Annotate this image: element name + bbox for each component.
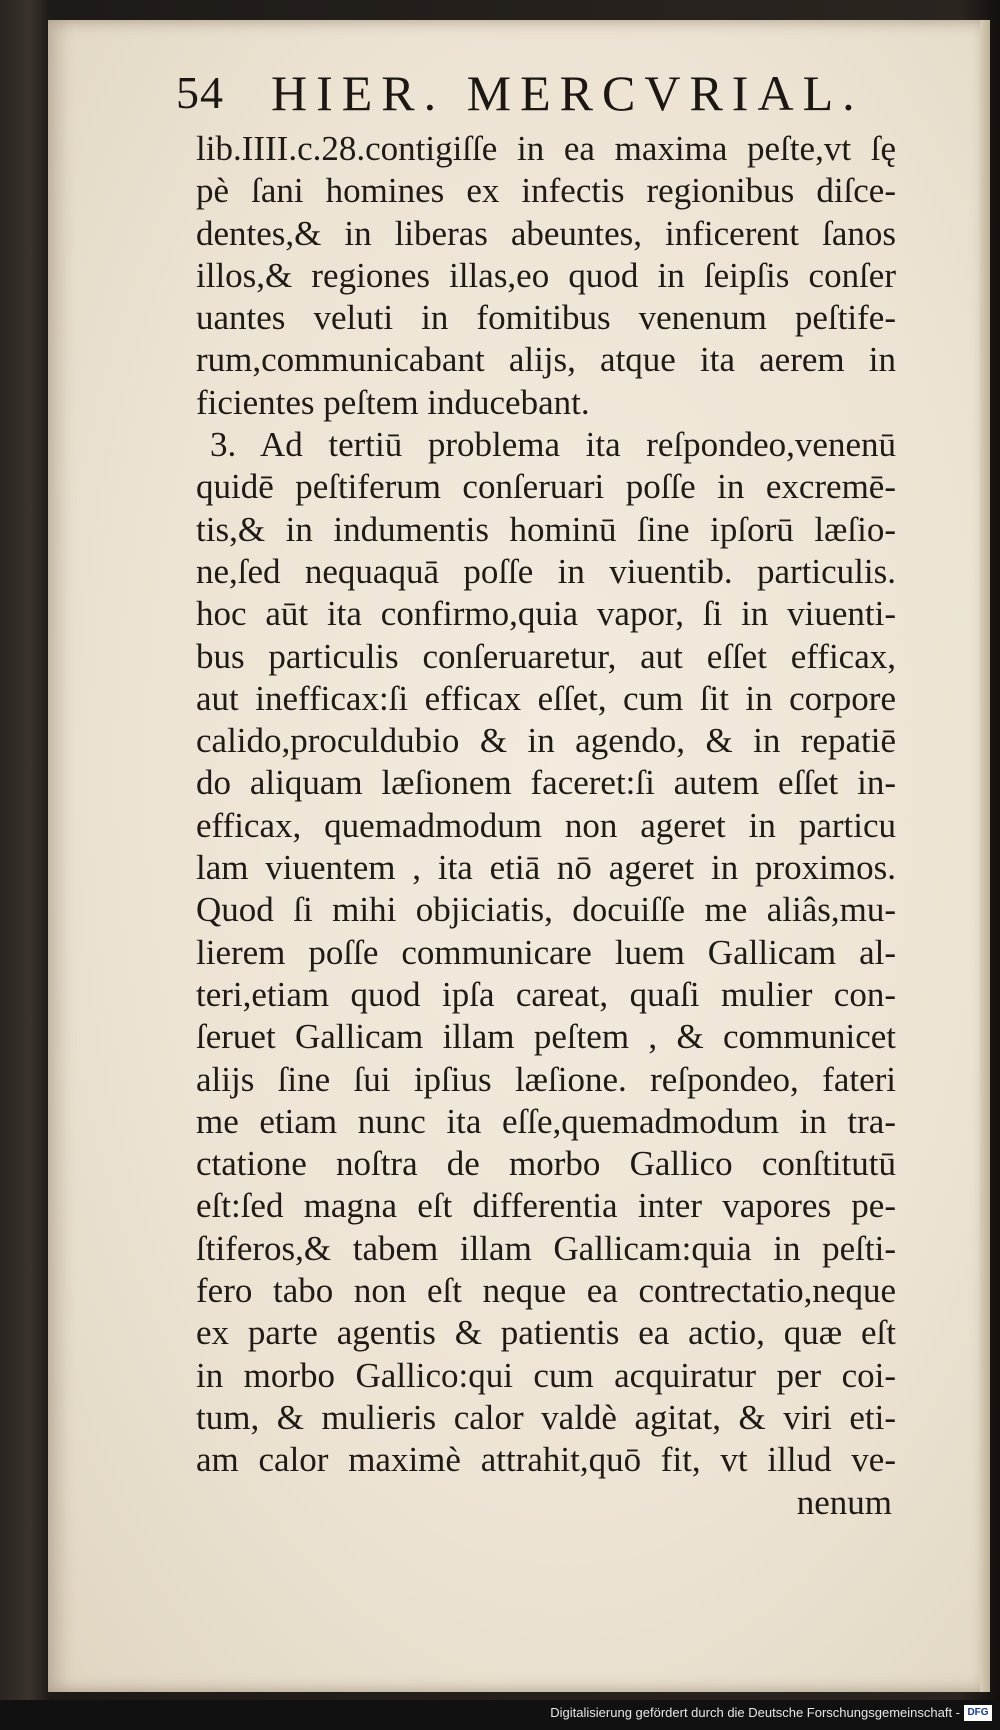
text-line: am calor maximè attrahit,quō fit, vt illud ve-	[196, 1440, 896, 1480]
text-line: do aliquam læſionem faceret:ſi autem eſſet in-	[196, 763, 896, 803]
text-line: hoc aūt ita confirmo,quia vapor, ſi in viuenti-	[196, 594, 896, 634]
funding-credit: Digitalisierung gefördert durch die Deutsche Forschungsgemeinschaft -	[550, 1705, 960, 1720]
text-line: quidē peſtiferum conſeruari poſſe in excremē-	[196, 467, 896, 507]
text-line: calido,proculdubio & in agendo, & in repatiē	[196, 721, 896, 761]
catchword: nenum	[796, 1482, 892, 1522]
text-line: aut inefficax:ſi efficax eſſet, cum ſit in corpore	[196, 678, 896, 718]
text-line: Quod ſi mihi objiciatis, docuiſſe me aliâs,mu-	[196, 890, 896, 930]
text-line: lierem poſſe communicare luem Gallicam al-	[196, 932, 896, 972]
body-text	[196, 128, 896, 1524]
text-line: ſeruet Gallicam illam peſtem , & communicet	[196, 1017, 896, 1057]
text-line: ex parte agentis & patientis ea actio, quæ eſt	[196, 1313, 896, 1353]
text-line: illos,& regiones illas,eo quod in ſeipſis conſer	[196, 255, 896, 295]
text-line: alijs ſine ſui ipſius læſione. reſpondeo, fateri	[196, 1059, 896, 1099]
page-edge	[980, 20, 990, 1692]
text-line: in morbo Gallico:qui cum acquiratur per coi-	[196, 1355, 896, 1395]
text-line: lam viuentem , ita etiā nō ageret in proximos.	[196, 848, 896, 888]
page-header	[176, 58, 886, 128]
paragraph-start-line: 3. Ad tertiū problema ita reſpondeo,venenū	[210, 425, 896, 465]
running-title: HIER. MERCVRIAL.	[271, 65, 864, 121]
text-line: ne,ſed nequaquā poſſe in viuentib. particulis.	[196, 551, 896, 591]
text-line: pè ſani homines ex infectis regionibus diſce-	[196, 171, 896, 211]
text-line: ctatione noſtra de morbo Gallico conſtitutū	[196, 1144, 896, 1184]
text-line: uantes veluti in fomitibus venenum peſtife-	[196, 298, 896, 338]
text-line: bus particulis conſeruaretur, aut eſſet efficax,	[196, 636, 896, 676]
text-line: efficax, quemadmodum non ageret in particu	[196, 805, 896, 845]
dfg-logo: DFG	[964, 1705, 992, 1721]
text-line: dentes,& in liberas abeuntes, inficerent ſanos	[196, 213, 896, 253]
text-line: fero tabo non eſt neque ea contrectatio,neque	[196, 1271, 896, 1311]
page-number: 54	[176, 67, 224, 118]
text-line: ſtiferos,& tabem illam Gallicam:quia in peſti-	[196, 1228, 896, 1268]
text-line: lib.IIII.c.28.contigiſſe in ea maxima peſte,vt ſę	[196, 129, 896, 168]
digitization-footer	[0, 1700, 1000, 1730]
text-line: me etiam nunc ita eſſe,quemadmodum in tra-	[196, 1101, 896, 1141]
text-line: rum,communicabant alijs, atque ita aerem in	[196, 340, 896, 380]
text-line: tis,& in indumentis hominū ſine ipſorū læſio-	[196, 509, 896, 549]
text-line: eſt:ſed magna eſt differentia inter vapores pe-	[196, 1186, 896, 1226]
text-line: tum, & mulieris calor valdè agitat, & viri eti-	[196, 1397, 896, 1437]
text-line: teri,etiam quod ipſa careat, quaſi mulier con-	[196, 974, 896, 1014]
text-line: ficientes peſtem inducebant.	[196, 382, 590, 422]
